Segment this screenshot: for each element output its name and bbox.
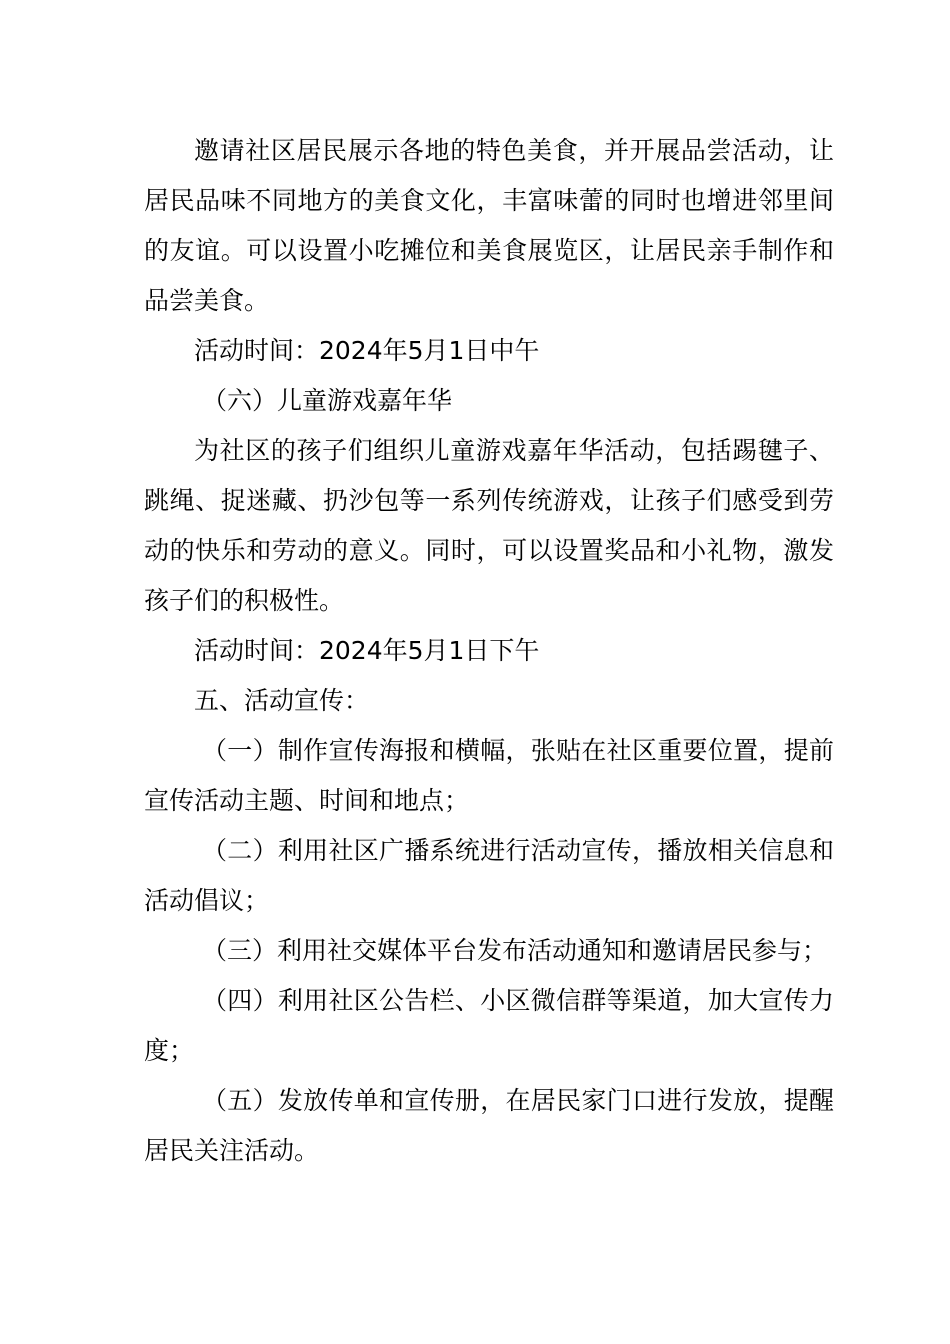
- paragraph-food-time: 活动时间：2024年5月1日中午: [194, 336, 540, 365]
- paragraph-children-carnival: 为社区的孩子们组织儿童游戏嘉年华活动，包括踢毽子、跳绳、捉迷藏、扔沙包等一系列传统游戏，让孩子们感受到劳动的快乐和劳动的意义。同时，可以设置奖品和小礼物，激发孩子们的积极性。: [144, 436, 834, 615]
- heading-publicity: 五、活动宣传：: [194, 686, 370, 715]
- publicity-item-2: （二）利用社区广播系统进行活动宣传，播放相关信息和活动倡议；: [144, 836, 834, 915]
- heading-children-carnival: （六）儿童游戏嘉年华: [202, 386, 453, 415]
- paragraph-food-festival: 邀请社区居民展示各地的特色美食，并开展品尝活动，让居民品味不同地方的美食文化，丰富味蕾的同时也增进邻里间的友谊。可以设置小吃摊位和美食展览区，让居民亲手制作和品尝美食。: [144, 136, 834, 315]
- publicity-item-5: （五）发放传单和宣传册，在居民家门口进行发放，提醒居民关注活动。: [144, 1086, 834, 1165]
- publicity-item-4: （四）利用社区公告栏、小区微信群等渠道，加大宣传力度；: [144, 986, 834, 1065]
- publicity-item-3: （三）利用社交媒体平台发布活动通知和邀请居民参与；: [202, 936, 828, 965]
- document-body: [144, 126, 834, 1176]
- paragraph-children-time: 活动时间：2024年5月1日下午: [194, 636, 540, 665]
- publicity-item-1: （一）制作宣传海报和横幅，张贴在社区重要位置，提前宣传活动主题、时间和地点；: [144, 736, 834, 815]
